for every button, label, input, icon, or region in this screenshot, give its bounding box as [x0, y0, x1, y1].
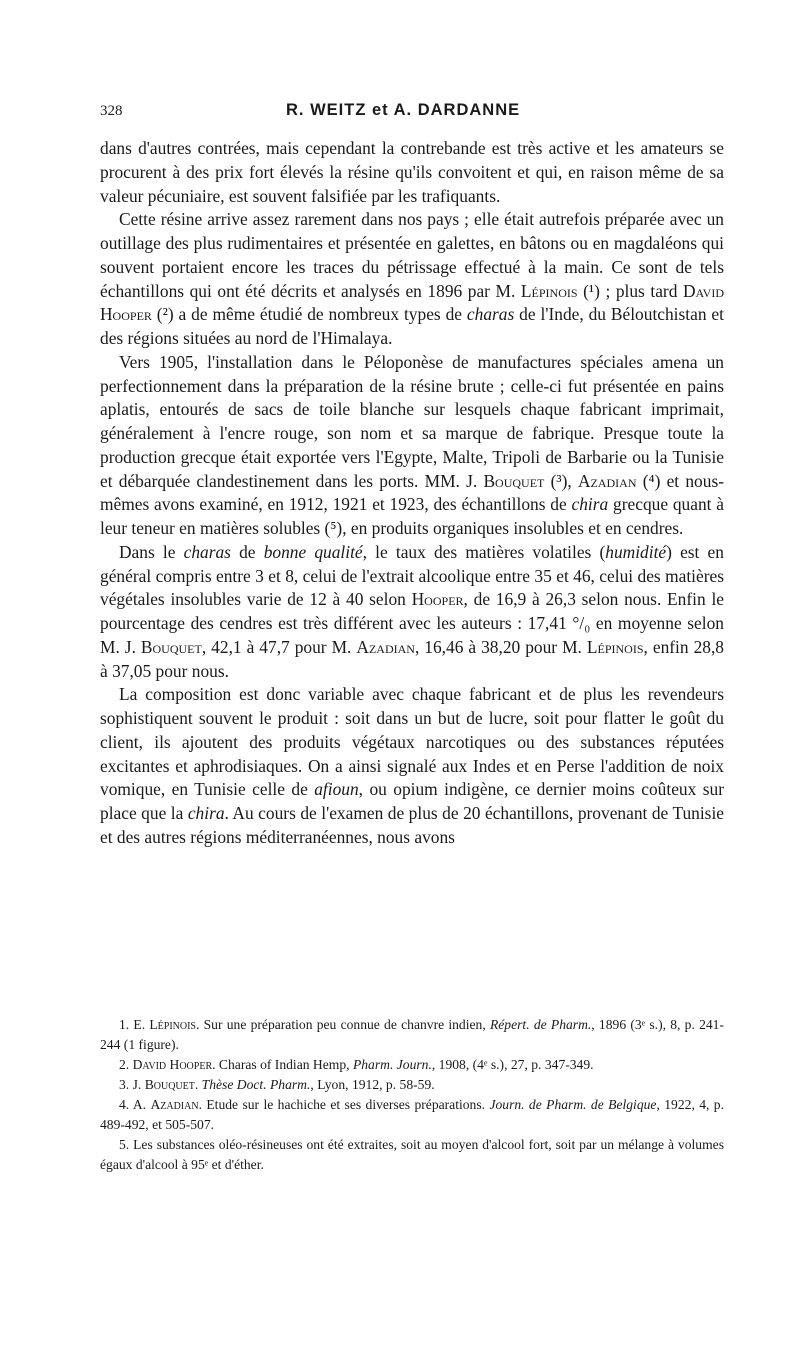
author-name: David Hooper: [132, 1057, 213, 1072]
author-name: David Hooper: [100, 280, 724, 325]
body-text: [100, 137, 724, 850]
author-name: Hooper: [411, 589, 464, 610]
paragraph-2: Cette résine arrive assez rarement dans nos pays ; elle était autrefois préparée avec un outillage des plus rudimentaires et présentée en galettes, en bâtons ou en magdaléons qui souvent portaient encore les traces du pétrissage effectué à la main. Ce sont de tels échantillons qui ont été décrits et analysés en 1896 par M. Lépinois (¹) ; plus tard David Hooper (²) a de même étudié de nombreux types de charas de l'Inde, du Béloutchistan et des régions situées au nord de l'Himalaya.: [100, 209, 724, 348]
footnote-4: 4. A. Azadian. Etude sur le hachiche et ses diverses préparations. Journ. de Pharm. de Belgique, 1922, 4, p. 489-492, et 505-507.: [100, 1097, 724, 1132]
journal-title: Journ. de Pharm. de Belgique: [489, 1097, 657, 1112]
journal-title: Répert. de Pharm.: [489, 1017, 592, 1032]
footnotes: [100, 1015, 724, 1175]
author-name: Lépinois: [520, 280, 578, 301]
footnote-1: 1. E. Lépinois. Sur une préparation peu connue de chanvre indien, Répert. de Pharm., 1896 (3ᵉ s.), 8, p. 241-244 (1 figure).: [100, 1017, 724, 1052]
author-name: Azadian: [577, 470, 637, 491]
footnote-5: 5. Les substances oléo-résineuses ont été extraites, soit au moyen d'alcool fort, soit par un mélange à volumes égaux d'alcool à 95ᵉ et d'éther.: [100, 1137, 724, 1172]
author-name: Bouquet: [140, 636, 202, 657]
page-number: 328: [100, 103, 123, 119]
running-head: [100, 103, 724, 127]
author-name: Azadian: [356, 636, 415, 657]
italic-term: charas: [183, 541, 231, 562]
italic-term: chira: [571, 494, 609, 515]
author-name: Lépinois: [149, 1017, 196, 1032]
footnote-2: 2. David Hooper. Charas of Indian Hemp, Pharm. Journ., 1908, (4ᵉ s.), 27, p. 347-349.: [119, 1057, 594, 1072]
italic-term: charas: [466, 304, 515, 325]
journal-title: Pharm. Journ.: [352, 1057, 432, 1072]
paragraph-5: La composition est donc variable avec chaque fabricant et de plus les revendeurs sophistiquent souvent le produit : soit dans un but de lucre, soit pour flatter le goût du client, ils ajoutent des produits végétaux narcotiques ou des substances réputées excitantes et aphrodisiaques. On a ainsi signalé aux Indes et en Perse l'addition de noix vomique, en Tunisie celle de afioun, ou opium indigène, ce dernier moins coûteux sur place que la chira. Au cours de l'examen de plus de 20 échantillons, provenant de Tunisie et des autres régions méditerranéennes, nous avons: [100, 684, 724, 847]
italic-term: chira: [187, 803, 225, 823]
author-name: Bouquet: [144, 1077, 195, 1092]
footnote-3: 3. J. Bouquet. Thèse Doct. Pharm., Lyon, 1912, p. 58-59.: [119, 1077, 435, 1092]
paragraph-1: dans d'autres contrées, mais cependant la contrebande est très active et les amateurs se procurent à des prix fort élevés la résine qu'ils convoitent et qui, en raison même de sa valeur pécuniaire, est souvent falsifiée par les trafiquants.: [100, 138, 724, 206]
italic-term: bonne qualité: [263, 541, 363, 562]
running-title: R. WEITZ et A. DARDANNE: [286, 101, 521, 119]
author-name: Azadian: [150, 1097, 199, 1112]
author-name: Lépinois: [586, 636, 644, 657]
italic-term: humidité: [605, 541, 667, 562]
paragraph-4: Dans le charas de bonne qualité, le taux des matières volatiles (humidité) est en général compris entre 3 et 8, celui de l'extrait alcoolique entre 35 et 46, celui des matières végétales insolubles varie de 12 à 40 selon Hooper, de 16,9 à 26,3 selon nous. Enfin le pourcentage des cendres est très différent avec les auteurs : 17,41 °/₀ en moyenne selon M. J. Bouquet, 42,1 à 47,7 pour M. Azadian, 16,46 à 38,20 pour M. Lépinois, enfin 28,8 à 37,05 pour nous.: [100, 541, 724, 681]
author-name: Bouquet: [483, 470, 545, 491]
italic-term: afioun: [314, 779, 359, 800]
journal-title: Thèse Doct. Pharm.: [201, 1077, 311, 1092]
paragraph-3: Vers 1905, l'installation dans le Péloponèse de manufactures spéciales amena un perfectionnement dans la préparation de la résine brute ; celle-ci fut présentée en pains aplatis, entourés de sacs de toile blanche sur lesquels chaque fabricant imprimait, généralement à l'encre rouge, son nom et sa marque de fabrique. Presque toute la production grecque était exportée vers l'Egypte, Malte, Tripoli de Barbarie ou la Tunisie et débarquée clandestinement dans les ports. MM. J. Bouquet (³), Azadian (⁴) et nous-mêmes avons examiné, en 1912, 1921 et 1923, des échantillons de chira grecque quant à leur teneur en matières solubles (⁵), en produits organiques insolubles et en cendres.: [100, 351, 724, 538]
